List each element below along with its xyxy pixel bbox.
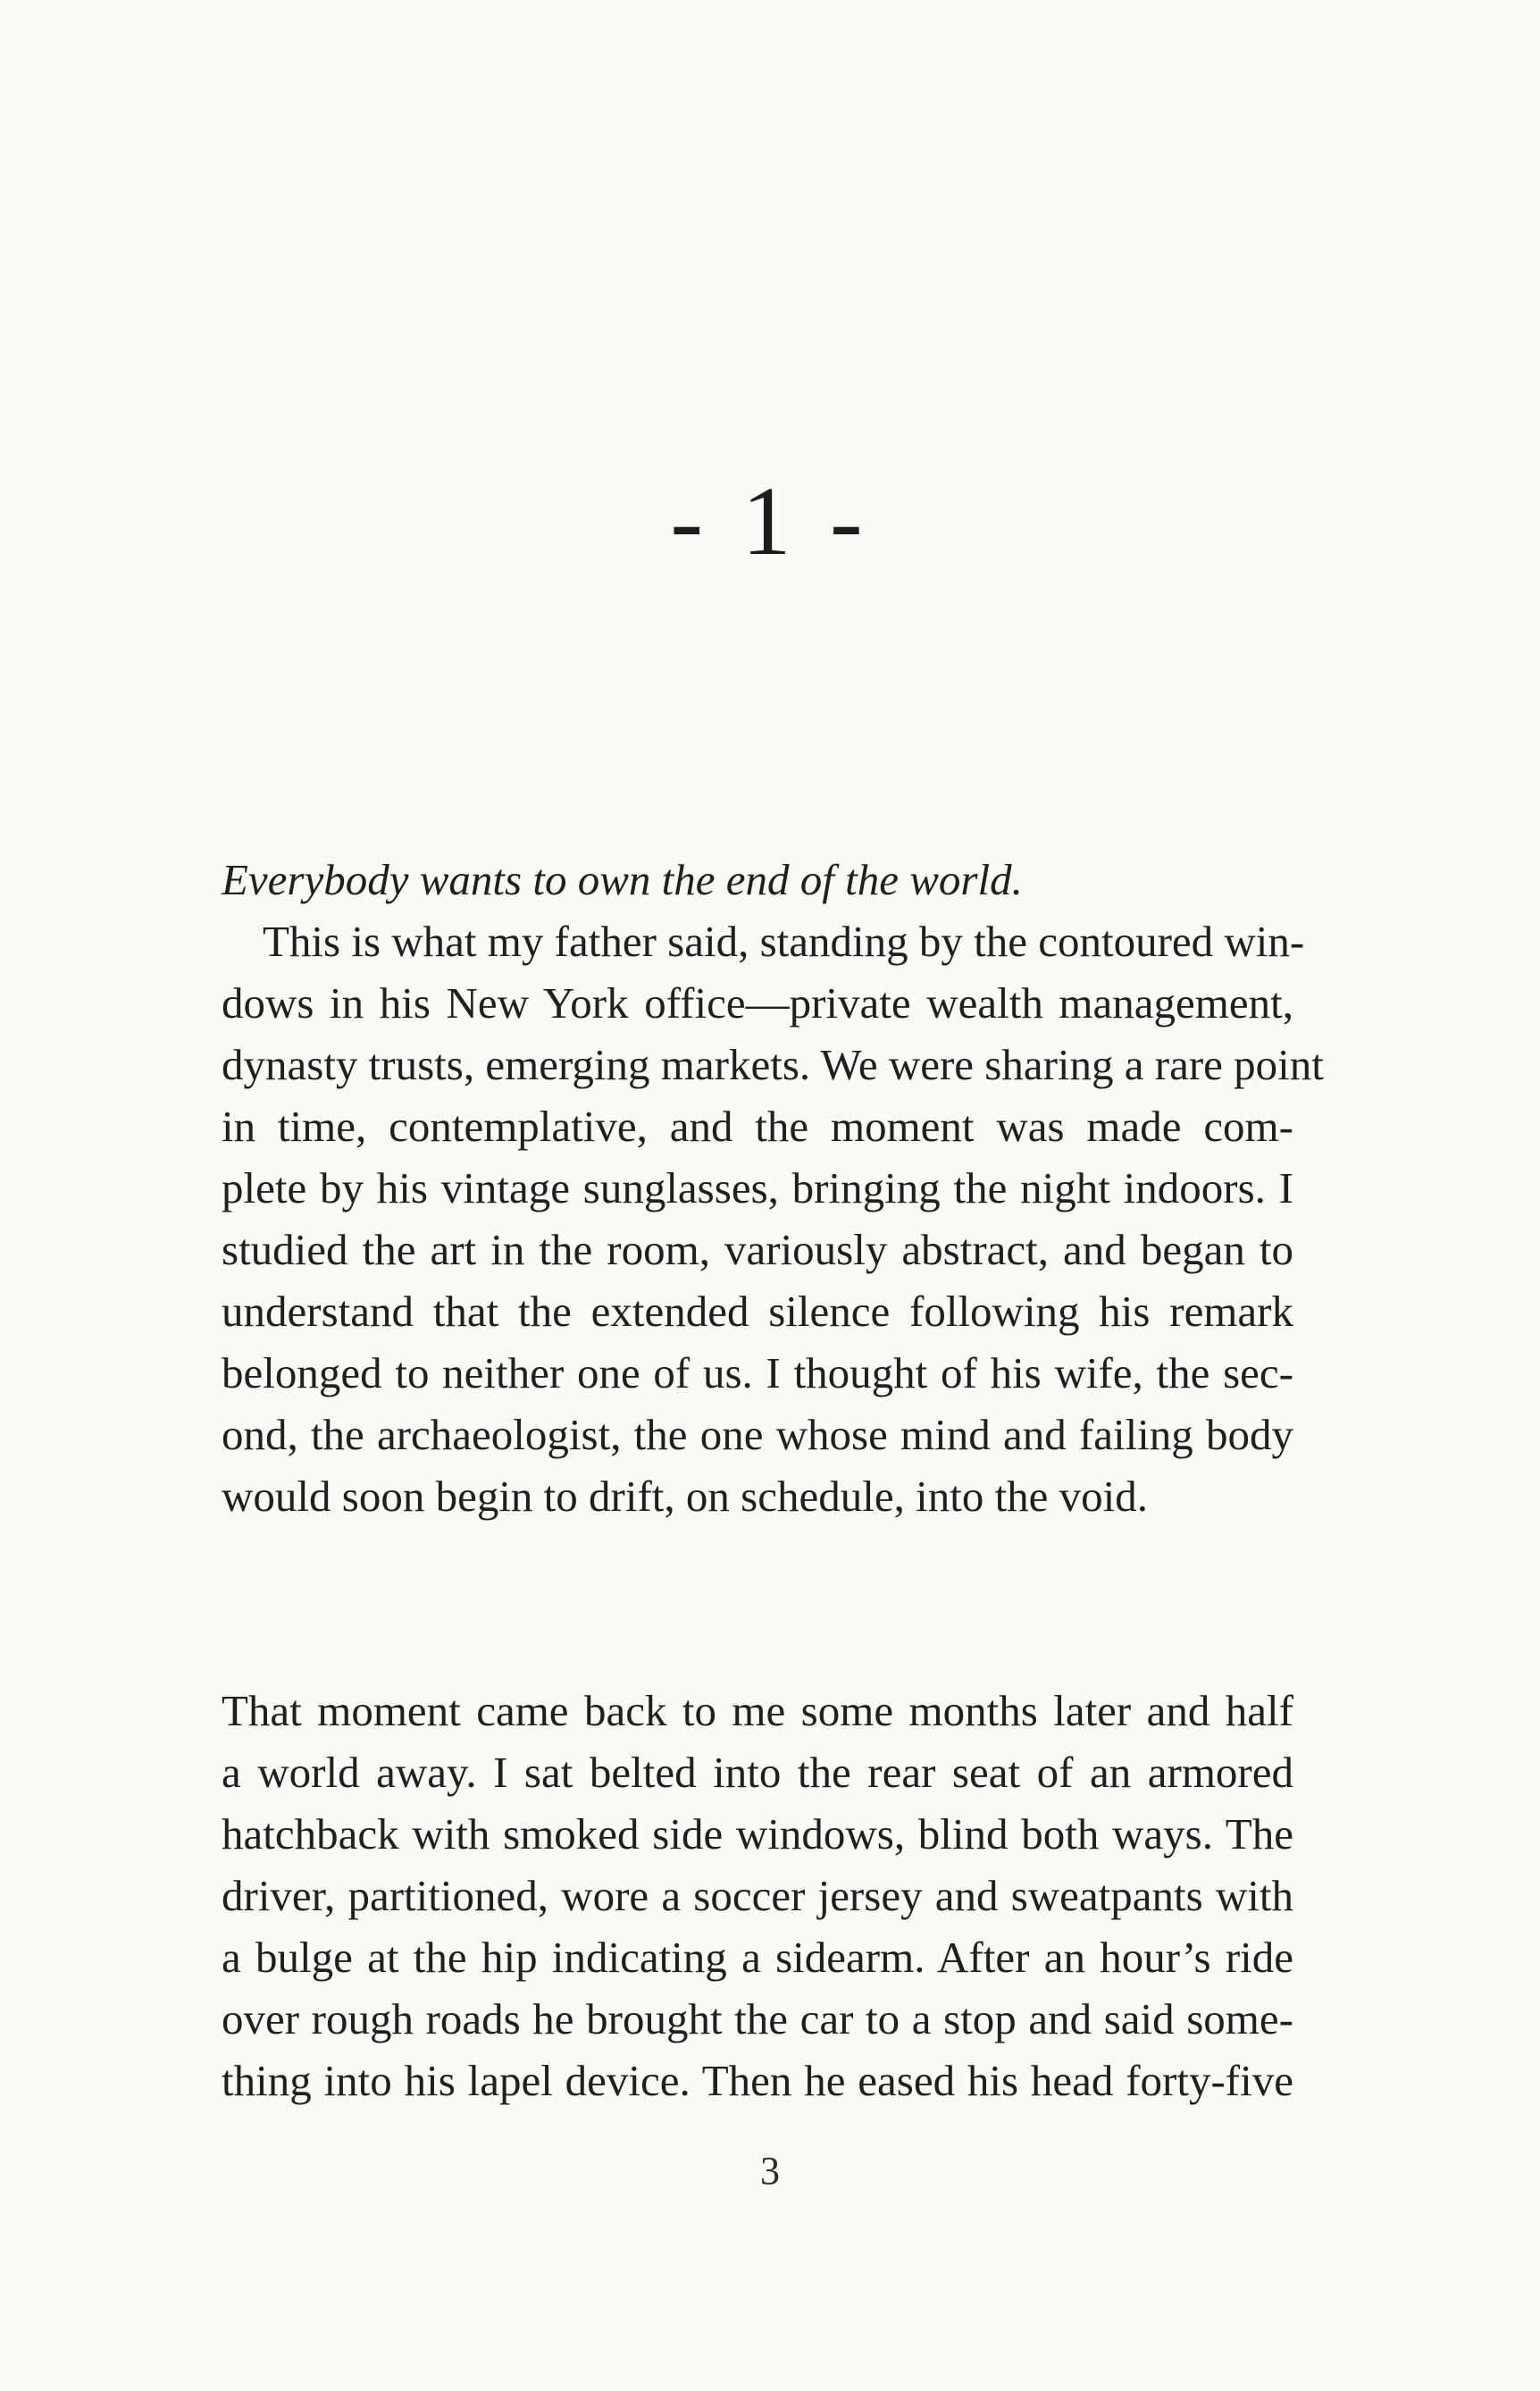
paragraph-line: in time, contemplative, and the moment was made com- (222, 1102, 1293, 1151)
paragraph-line: plete by his vintage sunglasses, bringing the night indoors. I (222, 1163, 1293, 1212)
paragraph-line: studied the art in the room, variously abstract, and began to (222, 1225, 1293, 1274)
chapter-number: - 1 - (670, 466, 870, 575)
paragraph-line: hatchback with smoked side windows, blind both ways. The (222, 1809, 1293, 1858)
paragraph-line: ond, the archaeologist, the one whose mind and failing body (222, 1410, 1293, 1459)
section-one (222, 849, 1324, 1527)
paragraph-line: That moment came back to me some months later and half (222, 1686, 1293, 1735)
page-number: 3 (760, 2149, 780, 2193)
section-two (222, 1680, 1293, 2111)
paragraph-line: dows in his New York office—private wealth management, (222, 978, 1293, 1028)
paragraph-line: This is what my father said, standing by the contoured win- (263, 917, 1305, 966)
paragraph-line: driver, partitioned, wore a soccer jersey and sweatpants with (222, 1871, 1293, 1920)
paragraph-line: understand that the extended silence following his remark (222, 1287, 1293, 1336)
epigraph-line: Everybody wants to own the end of the world. (222, 855, 1023, 904)
paragraph-line: belonged to neither one of us. I thought of his wife, the sec- (222, 1348, 1293, 1397)
paragraph-line: over rough roads he brought the car to a stop and said some- (222, 1994, 1293, 2043)
paragraph-line: thing into his lapel device. Then he eased his head forty-five (222, 2056, 1293, 2105)
paragraph-line: would soon begin to drift, on schedule, into the void. (222, 1472, 1149, 1521)
paragraph-line: a bulge at the hip indicating a sidearm. After an hour’s ride (222, 1933, 1293, 1982)
paragraph-line: dynasty trusts, emerging markets. We were sharing a rare point (222, 1040, 1324, 1089)
paragraph-line: a world away. I sat belted into the rear seat of an armored (222, 1748, 1293, 1797)
